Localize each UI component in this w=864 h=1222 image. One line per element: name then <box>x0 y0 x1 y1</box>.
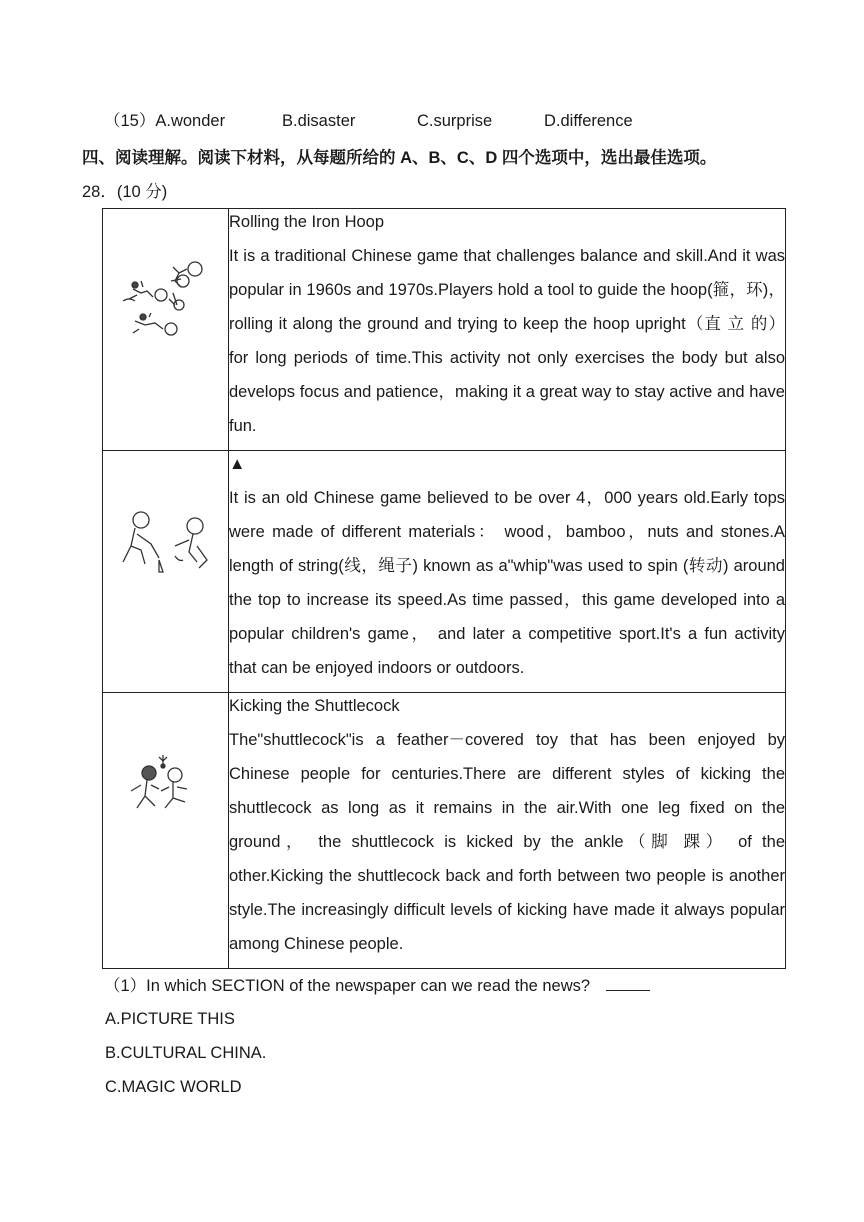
passage-row <box>103 209 786 451</box>
question-28-label: 28．(10 分) <box>82 183 168 201</box>
passage-image-cell <box>103 209 229 451</box>
passage-body: The"shuttlecock"is a feather－covered toy that has been enjoyed by Chinese people for centuries.There are different styles of kicking the shuttlecock as long as it remains in the air.With one leg fixed on the ground， the shuttlecock is kicked by the ankle（脚 踝） of the other.Kicking the shuttlecock back and forth between two people is another style.The increasingly difficult levels of kicking have made it always popular among Chinese people. <box>229 731 785 953</box>
question-1-option-a: A.PICTURE THIS <box>105 1010 235 1028</box>
passage-body: It is a traditional Chinese game that challenges balance and skill.And it was popular in 1960s and 1970s.Players hold a tool to guide the hoop(箍，环)，rolling it along the ground and trying to keep the hoop upright（直 立 的） for long periods of time.This activity not only exercises the body but also develops focus and patience，making it a great way to stay active and have fun. <box>229 247 785 435</box>
passage-text-cell <box>229 451 786 693</box>
q15-option-d: D.difference <box>544 112 633 130</box>
q15-option-c: C.surprise <box>417 112 493 130</box>
question-1-option-b: B.CULTURAL CHINA. <box>105 1044 267 1062</box>
answer-blank[interactable] <box>606 976 650 991</box>
passage-text-cell <box>229 693 786 969</box>
question-1-stem: （1）In which SECTION of the newspaper can we read the news? <box>104 977 591 995</box>
q15-option-b: B.disaster <box>282 112 356 130</box>
section-heading: 四、阅读理解。阅读下材料，从每题所给的 A、B、C、D 四个选项中，选出最佳选项。 <box>82 149 717 167</box>
passage-title-placeholder: ▲ <box>229 455 246 473</box>
passage-title: Rolling the Iron Hoop <box>229 213 385 231</box>
passage-row <box>103 451 786 693</box>
passage-text-cell <box>229 209 786 451</box>
q15-option-a: （15）A.wonder <box>104 112 226 130</box>
children-spinning-top-illustration <box>113 506 218 586</box>
passage-image-cell <box>103 451 229 693</box>
passage-image-cell <box>103 693 229 969</box>
children-rolling-hoops-illustration <box>113 259 218 339</box>
passages-table <box>102 208 786 969</box>
passage-row <box>103 693 786 969</box>
question-1-stem-line <box>104 975 650 997</box>
children-kicking-shuttlecock-illustration <box>113 751 218 821</box>
passage-body: It is an old Chinese game believed to be over 4，000 years old.Early tops were made of different materials： wood，bamboo，nuts and stones.A length of string(线，绳子) known as a"whip"was used to spin (转动) around the top to increase its speed.As time passed，this game developed into a popular children's game， and later a competitive sport.It's a fun activity that can be enjoyed indoors or outdoors. <box>229 489 785 677</box>
passage-title: Kicking the Shuttlecock <box>229 697 400 715</box>
question-1-option-c: C.MAGIC WORLD <box>105 1078 242 1096</box>
